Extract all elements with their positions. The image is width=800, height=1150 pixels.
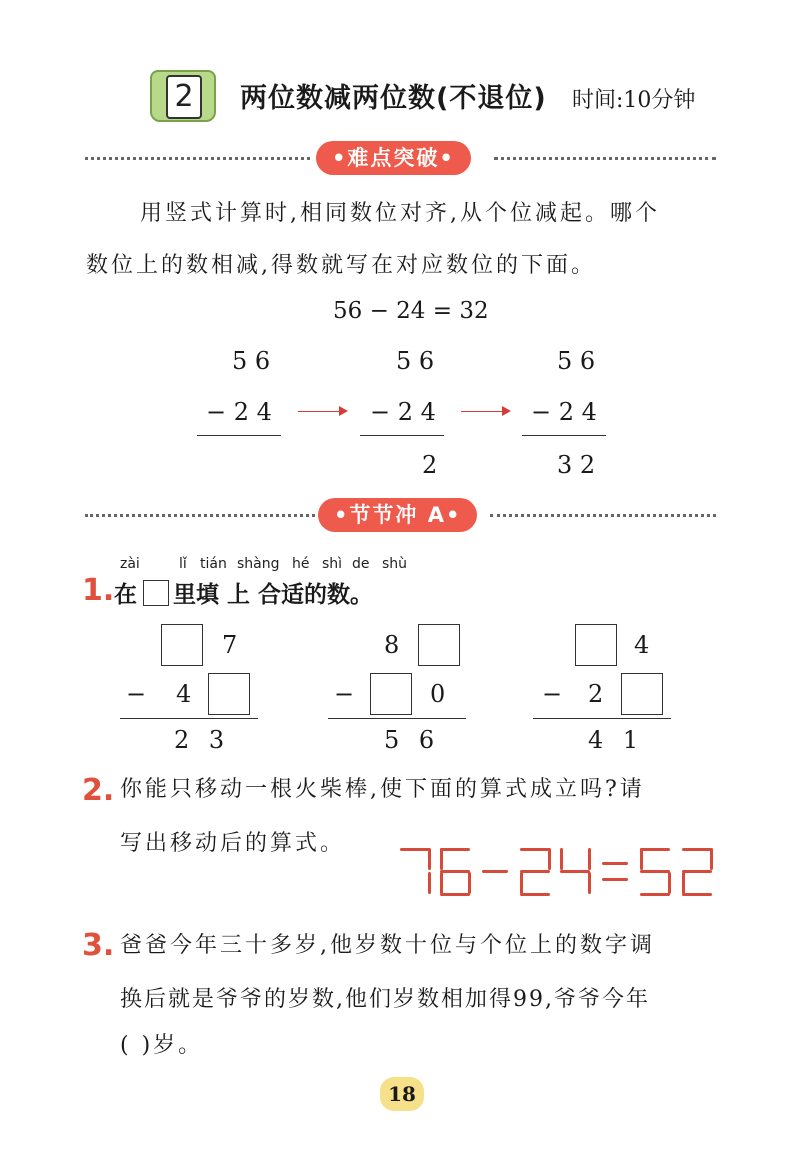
p3-line (533, 718, 671, 719)
pinyin-shi: shì (322, 556, 343, 572)
page-number: 18 (380, 1077, 424, 1111)
step1-line (197, 435, 281, 436)
explanation-line-1: 用竖式计算时,相同数位对齐,从个位减起。哪个 (140, 201, 660, 226)
arrow-right-icon (298, 411, 346, 412)
q1-text-a: 在 (114, 582, 137, 608)
divider-right (490, 514, 716, 517)
q2-line-1: 你能只移动一根火柴棒,使下面的算式成立吗?请 (120, 777, 645, 802)
minus-sign: − (126, 680, 147, 708)
p1-result: 2 3 (174, 726, 231, 754)
answer-box[interactable] (161, 624, 203, 666)
matchstick-equation (398, 846, 720, 898)
p1-top-digit: 7 (222, 631, 238, 659)
q2-line-2: 写出移动后的算式。 (120, 831, 346, 856)
pinyin-shang: shàng (237, 556, 280, 572)
pinyin-zai: zài (120, 556, 140, 572)
q3-line-2: 换后就是爷爷的岁数,他们岁数相加得99,爷爷今年 (120, 987, 650, 1012)
minus-sign: − (334, 680, 355, 708)
step1-bottom: − 2 4 (206, 398, 272, 426)
step3-top: 5 6 (557, 347, 596, 375)
divider-left (85, 157, 310, 160)
section-banner-difficulty: •难点突破• (316, 141, 471, 175)
q1-text-b: 里填 上 合适的数。 (173, 582, 374, 608)
minus-sign: − (542, 680, 563, 708)
lesson-number: 2 (166, 75, 202, 119)
pinyin-li: lǐ (179, 556, 187, 572)
pinyin-de: de (352, 556, 370, 572)
p1-line (120, 718, 258, 719)
arrow-right-icon (461, 411, 509, 412)
p3-result: 4 1 (588, 726, 645, 754)
q3-line-1: 爸爸今年三十多岁,他岁数十位与个位上的数字调 (120, 933, 655, 958)
divider-right (494, 157, 716, 160)
lesson-badge (150, 70, 216, 122)
example-equation: 56 − 24 = 32 (333, 298, 489, 324)
question-number-3: 3. (82, 928, 115, 963)
p3-bottom-digit: 2 (588, 680, 604, 708)
p2-top-digit: 8 (384, 631, 400, 659)
inline-box-icon (143, 580, 169, 606)
p1-bottom-digit: 4 (176, 680, 192, 708)
question-number-1: 1. (82, 573, 115, 608)
step1-top: 5 6 (232, 347, 271, 375)
question-number-2: 2. (82, 773, 115, 808)
step3-result: 3 2 (557, 451, 596, 479)
step3-line (522, 435, 606, 436)
pinyin-tian: tián (200, 556, 227, 572)
answer-box[interactable] (208, 673, 250, 715)
answer-box[interactable] (370, 673, 412, 715)
time-label: 时间:10分钟 (572, 88, 696, 113)
pinyin-he: hé (292, 556, 310, 572)
step2-top: 5 6 (396, 347, 435, 375)
pinyin-shu: shù (382, 556, 408, 572)
page-title: 两位数减两位数(不退位) (240, 83, 547, 114)
p2-bottom-digit: 0 (430, 680, 446, 708)
step2-line (360, 435, 444, 436)
p2-result: 5 6 (384, 726, 441, 754)
answer-box[interactable] (621, 673, 663, 715)
divider-left (85, 514, 315, 517)
step2-bottom: − 2 4 (370, 398, 436, 426)
step2-result: 2 (422, 451, 438, 479)
q3-line-3[interactable]: ( )岁。 (120, 1033, 204, 1058)
p3-top-digit: 4 (634, 631, 650, 659)
section-banner-practice: •节节冲 A• (318, 498, 477, 532)
explanation-line-2: 数位上的数相减,得数就写在对应数位的下面。 (86, 253, 596, 278)
answer-box[interactable] (575, 624, 617, 666)
step3-bottom: − 2 4 (531, 398, 597, 426)
answer-box[interactable] (418, 624, 460, 666)
p2-line (328, 718, 466, 719)
